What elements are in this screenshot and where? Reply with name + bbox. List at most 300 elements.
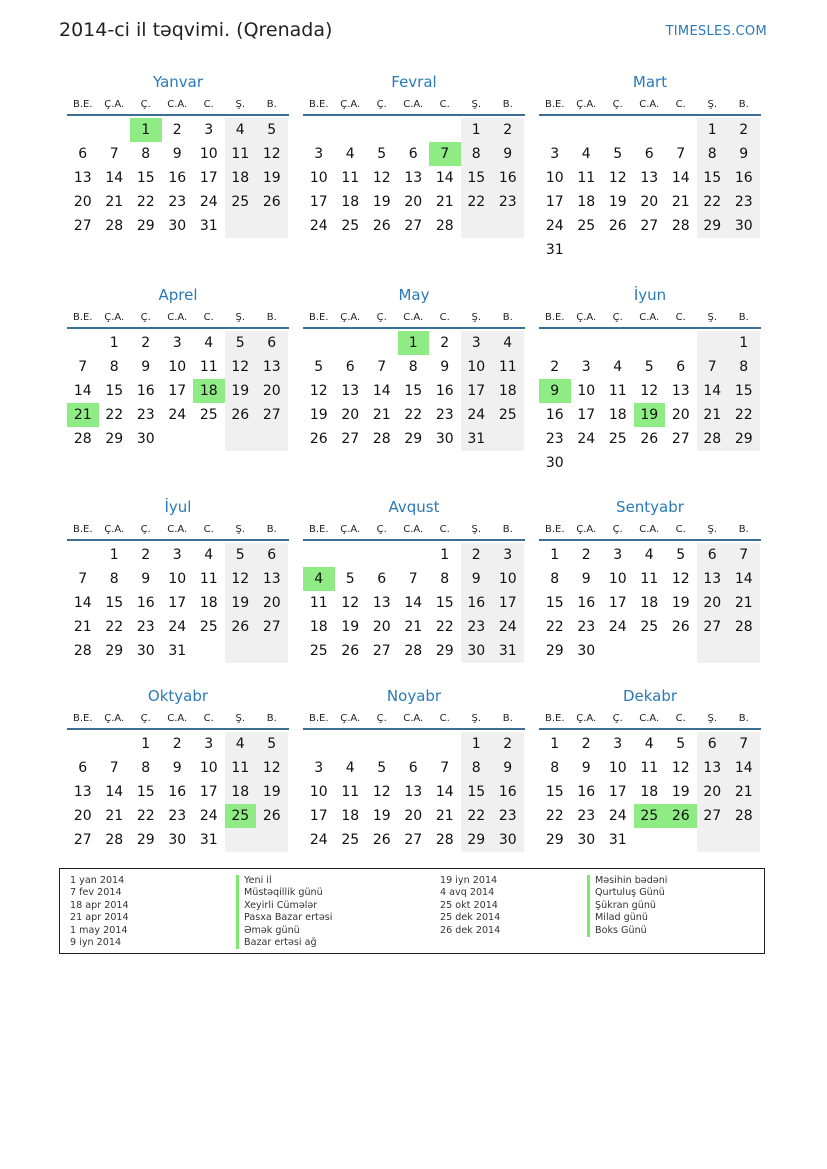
day-cell: 16 [136,383,155,399]
day-cell: 18 [640,595,659,611]
month-name: Sentyabr [616,498,684,516]
empty-day-cell [225,427,257,451]
day-cell: 5 [225,331,257,355]
empty-day-cell [429,732,461,756]
day-cell: 4 [644,736,654,752]
day-cell: 1 [728,331,760,355]
day-cell: 12 [256,756,288,780]
day-cell: 21 [435,808,454,824]
empty-day-cell [193,427,225,451]
day-cell: 24 [168,407,187,423]
day-grid [67,543,289,663]
day-cell: 25 [341,218,360,234]
day-cell: 7 [78,359,88,375]
day-cell: 18 [577,194,596,210]
day-cell: 29 [136,832,155,848]
day-cell: 3 [314,146,324,162]
day-cell: 27 [404,218,423,234]
day-cell: 3 [461,331,493,355]
day-cell: 28 [105,832,124,848]
month-name: Dekabr [622,687,678,705]
day-cell: 22 [105,619,124,635]
day-cell: 24 [309,832,328,848]
day-cell: 2 [172,736,182,752]
weekday-header [539,706,761,730]
day-cell: 19 [309,407,328,423]
day-cell: 17 [168,383,187,399]
day-cell: 9 [172,760,182,776]
day-cell: 24 [199,194,218,210]
day-cell: 13 [404,170,423,186]
legend-holiday-name: Xeyirli Cümələr [236,900,332,912]
day-cell: 16 [168,784,187,800]
day-cell: 18 [341,808,360,824]
day-cell: 2 [728,118,760,142]
site-link[interactable]: TIMESLES.COM [665,24,767,39]
day-cell: 20 [256,591,288,615]
day-cell: 12 [671,571,690,587]
empty-day-cell [665,118,697,142]
day-cell: 23 [435,407,454,423]
legend-date: 18 apr 2014 [70,899,129,911]
day-cell: 29 [404,431,423,447]
empty-day-cell [539,331,571,355]
day-cell: 29 [136,218,155,234]
weekday-label: C. [675,524,686,535]
day-cell: 3 [314,760,324,776]
day-cell: 30 [136,431,155,447]
day-cell: 1 [109,335,119,351]
empty-day-cell [602,451,634,475]
day-cell: 25 [608,431,627,447]
weekday-label: C.A. [639,524,660,535]
weekday-label: C.A. [403,524,424,535]
day-cell: 24 [168,619,187,635]
day-cell: 16 [492,780,524,804]
day-cell: 13 [73,170,92,186]
day-cell: 30 [168,832,187,848]
day-cell: 23 [461,615,493,639]
day-cell: 6 [345,359,355,375]
day-cell: 13 [256,355,288,379]
day-cell: 22 [545,619,564,635]
legend-names-right [587,875,667,937]
day-cell: 17 [492,591,524,615]
day-cell: 23 [168,808,187,824]
day-cell: 14 [697,379,729,403]
day-cell: 23 [492,804,524,828]
day-cell: 13 [372,595,391,611]
weekday-label: B. [738,524,749,535]
day-cell: 21 [697,403,729,427]
day-cell: 19 [608,194,627,210]
day-cell: 19 [256,166,288,190]
month-6 [539,285,761,475]
weekday-label: B. [738,312,749,323]
day-cell: 28 [435,832,454,848]
empty-day-cell [366,331,398,355]
day-cell: 25 [341,832,360,848]
day-cell: 29 [545,832,564,848]
weekday-label: Ç.A. [576,713,597,724]
legend-date: 25 dek 2014 [440,912,501,924]
day-cell: 29 [697,214,729,238]
legend-names-left [236,875,332,949]
day-grid [539,331,761,475]
day-cell: 14 [73,595,92,611]
empty-day-cell [697,639,729,663]
weekday-label: B. [738,713,749,724]
day-cell: 24 [309,218,328,234]
day-cell: 30 [545,455,564,471]
day-cell: 3 [492,543,524,567]
day-cell: 8 [461,142,493,166]
weekday-label: B.E. [544,524,565,535]
day-cell: 3 [172,547,182,563]
month-name: Aprel [158,286,198,304]
day-cell: 26 [341,643,360,659]
weekday-label: Ç.A. [340,524,361,535]
day-cell: 24 [545,218,564,234]
day-cell: 27 [671,431,690,447]
day-cell: 1 [461,118,493,142]
weekday-label: Ş. [471,99,482,110]
weekday-label: C.A. [167,312,188,323]
day-cell: 6 [697,543,729,567]
empty-day-cell [225,828,257,852]
weekday-header [303,92,525,116]
day-cell: 11 [341,170,360,186]
day-cell: 11 [225,142,257,166]
day-cell: 11 [199,571,218,587]
day-cell: 4 [613,359,623,375]
weekday-header [303,517,525,541]
day-cell: 21 [105,194,124,210]
weekday-label: C. [203,312,214,323]
weekday-label: Ç.A. [340,99,361,110]
weekday-label: C. [439,524,450,535]
day-cell: 21 [728,780,760,804]
empty-day-cell [335,118,367,142]
day-grid [539,543,761,663]
day-cell: 6 [644,146,654,162]
legend-holiday-name: Bazar ertəsi ağ [236,937,332,949]
day-cell: 5 [676,736,686,752]
day-cell: 9 [172,146,182,162]
day-cell: 11 [199,359,218,375]
day-cell: 12 [225,567,257,591]
month-7 [67,497,289,663]
day-cell: 11 [309,595,328,611]
day-cell: 17 [461,379,493,403]
day-cell: 20 [372,619,391,635]
day-cell: 22 [136,808,155,824]
empty-day-cell [303,331,335,355]
weekday-label: Ç. [140,524,151,535]
day-cell: 16 [577,784,596,800]
holiday-day-cell: 4 [303,567,335,591]
weekday-label: C. [203,713,214,724]
day-cell: 31 [492,639,524,663]
weekday-label: C.A. [403,99,424,110]
day-cell: 16 [168,170,187,186]
day-cell: 5 [676,547,686,563]
day-cell: 30 [168,218,187,234]
empty-day-cell [335,732,367,756]
day-cell: 26 [309,431,328,447]
day-cell: 5 [345,571,355,587]
weekday-header [67,517,289,541]
day-cell: 1 [141,736,151,752]
day-cell: 22 [461,190,493,214]
month-name: Avqust [388,498,440,516]
day-cell: 31 [199,218,218,234]
day-cell: 6 [256,543,288,567]
weekday-label: B.E. [544,312,565,323]
legend-date: 1 yan 2014 [70,875,125,886]
day-cell: 6 [78,760,88,776]
month-12 [539,686,761,852]
empty-day-cell [602,238,634,262]
empty-day-cell [728,639,760,663]
month-8 [303,497,525,663]
day-cell: 25 [577,218,596,234]
day-cell: 31 [168,643,187,659]
weekday-label: B. [266,524,277,535]
day-cell: 30 [577,643,596,659]
day-cell: 8 [461,756,493,780]
empty-day-cell [665,451,697,475]
day-cell: 14 [105,170,124,186]
day-cell: 4 [204,547,214,563]
weekday-label: Ç. [376,312,387,323]
day-cell: 12 [608,170,627,186]
day-cell: 3 [581,359,591,375]
empty-day-cell [634,451,666,475]
empty-day-cell [99,118,131,142]
day-cell: 30 [492,828,524,852]
day-cell: 14 [372,383,391,399]
day-grid [67,732,289,852]
weekday-label: Ş. [471,713,482,724]
day-cell: 7 [377,359,387,375]
day-cell: 15 [545,595,564,611]
weekday-label: C. [675,99,686,110]
day-cell: 5 [377,146,387,162]
day-cell: 24 [608,619,627,635]
empty-day-cell [571,238,603,262]
day-cell: 23 [577,619,596,635]
weekday-label: B.E. [72,99,93,110]
day-grid [303,732,525,852]
day-cell: 10 [492,567,524,591]
day-cell: 3 [613,547,623,563]
empty-day-cell [697,238,729,262]
weekday-label: C. [675,312,686,323]
day-cell: 5 [613,146,623,162]
day-cell: 12 [372,170,391,186]
day-cell: 25 [199,407,218,423]
day-cell: 10 [608,760,627,776]
day-cell: 7 [728,543,760,567]
empty-day-cell [256,828,288,852]
day-cell: 27 [256,403,288,427]
day-cell: 15 [136,170,155,186]
day-cell: 26 [372,218,391,234]
day-cell: 2 [141,335,151,351]
day-cell: 28 [372,431,391,447]
weekday-label: C. [203,524,214,535]
day-cell: 14 [435,784,454,800]
day-cell: 2 [492,118,524,142]
empty-day-cell [492,214,524,238]
day-cell: 8 [550,571,560,587]
holiday-day-cell: 25 [634,804,666,828]
month-name: Mart [632,73,668,91]
legend-date: 26 dek 2014 [440,924,501,936]
weekday-label: Ş. [235,713,246,724]
empty-day-cell [366,543,398,567]
holiday-day-cell: 26 [665,804,697,828]
holiday-day-cell: 1 [130,118,162,142]
day-cell: 16 [492,166,524,190]
legend-dates-right [440,875,500,937]
day-cell: 8 [728,355,760,379]
day-cell: 25 [492,403,524,427]
day-cell: 22 [105,407,124,423]
page-title: 2014-ci il təqvimi. (Qrenada) [59,19,333,41]
day-cell: 2 [172,122,182,138]
weekday-header [303,305,525,329]
day-cell: 6 [408,760,418,776]
empty-day-cell [728,828,760,852]
empty-day-cell [256,214,288,238]
day-cell: 13 [640,170,659,186]
day-cell: 13 [697,567,729,591]
day-cell: 24 [608,808,627,824]
day-cell: 9 [492,756,524,780]
day-cell: 29 [461,828,493,852]
day-cell: 28 [435,218,454,234]
empty-day-cell [602,118,634,142]
weekday-label: B.E. [72,312,93,323]
day-cell: 15 [105,383,124,399]
day-grid [539,118,761,262]
day-cell: 5 [225,543,257,567]
day-cell: 23 [136,619,155,635]
weekday-label: B. [266,99,277,110]
day-cell: 9 [581,760,591,776]
day-cell: 26 [671,619,690,635]
day-cell: 30 [461,639,493,663]
day-cell: 29 [105,431,124,447]
day-cell: 13 [404,784,423,800]
day-cell: 27 [341,431,360,447]
weekday-label: Ç. [140,99,151,110]
day-cell: 17 [199,170,218,186]
empty-day-cell [539,118,571,142]
day-cell: 8 [109,359,119,375]
day-cell: 15 [461,780,493,804]
weekday-label: C.A. [639,713,660,724]
day-cell: 30 [728,214,760,238]
legend-holiday-name: Müstəqillik günü [236,887,332,899]
day-cell: 10 [461,355,493,379]
day-cell: 10 [168,359,187,375]
day-cell: 10 [608,571,627,587]
day-cell: 31 [199,832,218,848]
day-cell: 8 [440,571,450,587]
day-cell: 12 [341,595,360,611]
empty-day-cell [67,118,99,142]
weekday-label: C. [203,99,214,110]
weekday-label: B. [738,99,749,110]
weekday-label: C.A. [639,312,660,323]
weekday-label: C. [439,99,450,110]
day-cell: 11 [608,383,627,399]
day-cell: 5 [256,118,288,142]
day-cell: 19 [225,379,257,403]
empty-day-cell [602,639,634,663]
day-cell: 26 [256,804,288,828]
day-cell: 26 [225,615,257,639]
day-cell: 10 [199,146,218,162]
day-cell: 27 [256,615,288,639]
day-cell: 20 [73,808,92,824]
day-cell: 2 [141,547,151,563]
weekday-label: Ç.A. [340,312,361,323]
weekday-label: C. [439,312,450,323]
weekday-label: B.E. [72,524,93,535]
day-cell: 1 [550,736,560,752]
day-cell: 22 [404,407,423,423]
day-cell: 13 [697,756,729,780]
legend-holiday-name: Boks Günü [587,925,667,937]
day-cell: 14 [728,567,760,591]
weekday-header [303,706,525,730]
day-cell: 13 [256,567,288,591]
day-cell: 5 [314,359,324,375]
holiday-day-cell: 1 [398,331,430,355]
day-cell: 20 [404,194,423,210]
day-cell: 6 [256,331,288,355]
day-cell: 26 [225,403,257,427]
day-cell: 24 [577,431,596,447]
empty-day-cell [256,639,288,663]
weekday-label: C.A. [403,312,424,323]
day-cell: 18 [640,784,659,800]
legend-date: 4 avq 2014 [440,887,495,899]
day-cell: 23 [577,808,596,824]
day-cell: 31 [608,832,627,848]
day-cell: 27 [372,643,391,659]
day-cell: 25 [309,643,328,659]
weekday-label: Ç. [376,713,387,724]
legend-holiday-name: Qurtuluş Günü [587,887,667,899]
weekday-label: Ş. [235,312,246,323]
empty-day-cell [67,331,99,355]
day-cell: 29 [545,643,564,659]
day-cell: 21 [73,619,92,635]
day-cell: 22 [545,808,564,824]
day-cell: 12 [309,383,328,399]
day-cell: 31 [545,242,564,258]
holiday-day-cell: 21 [67,403,99,427]
day-cell: 14 [435,170,454,186]
empty-day-cell [335,331,367,355]
day-cell: 8 [141,146,151,162]
day-cell: 19 [341,619,360,635]
